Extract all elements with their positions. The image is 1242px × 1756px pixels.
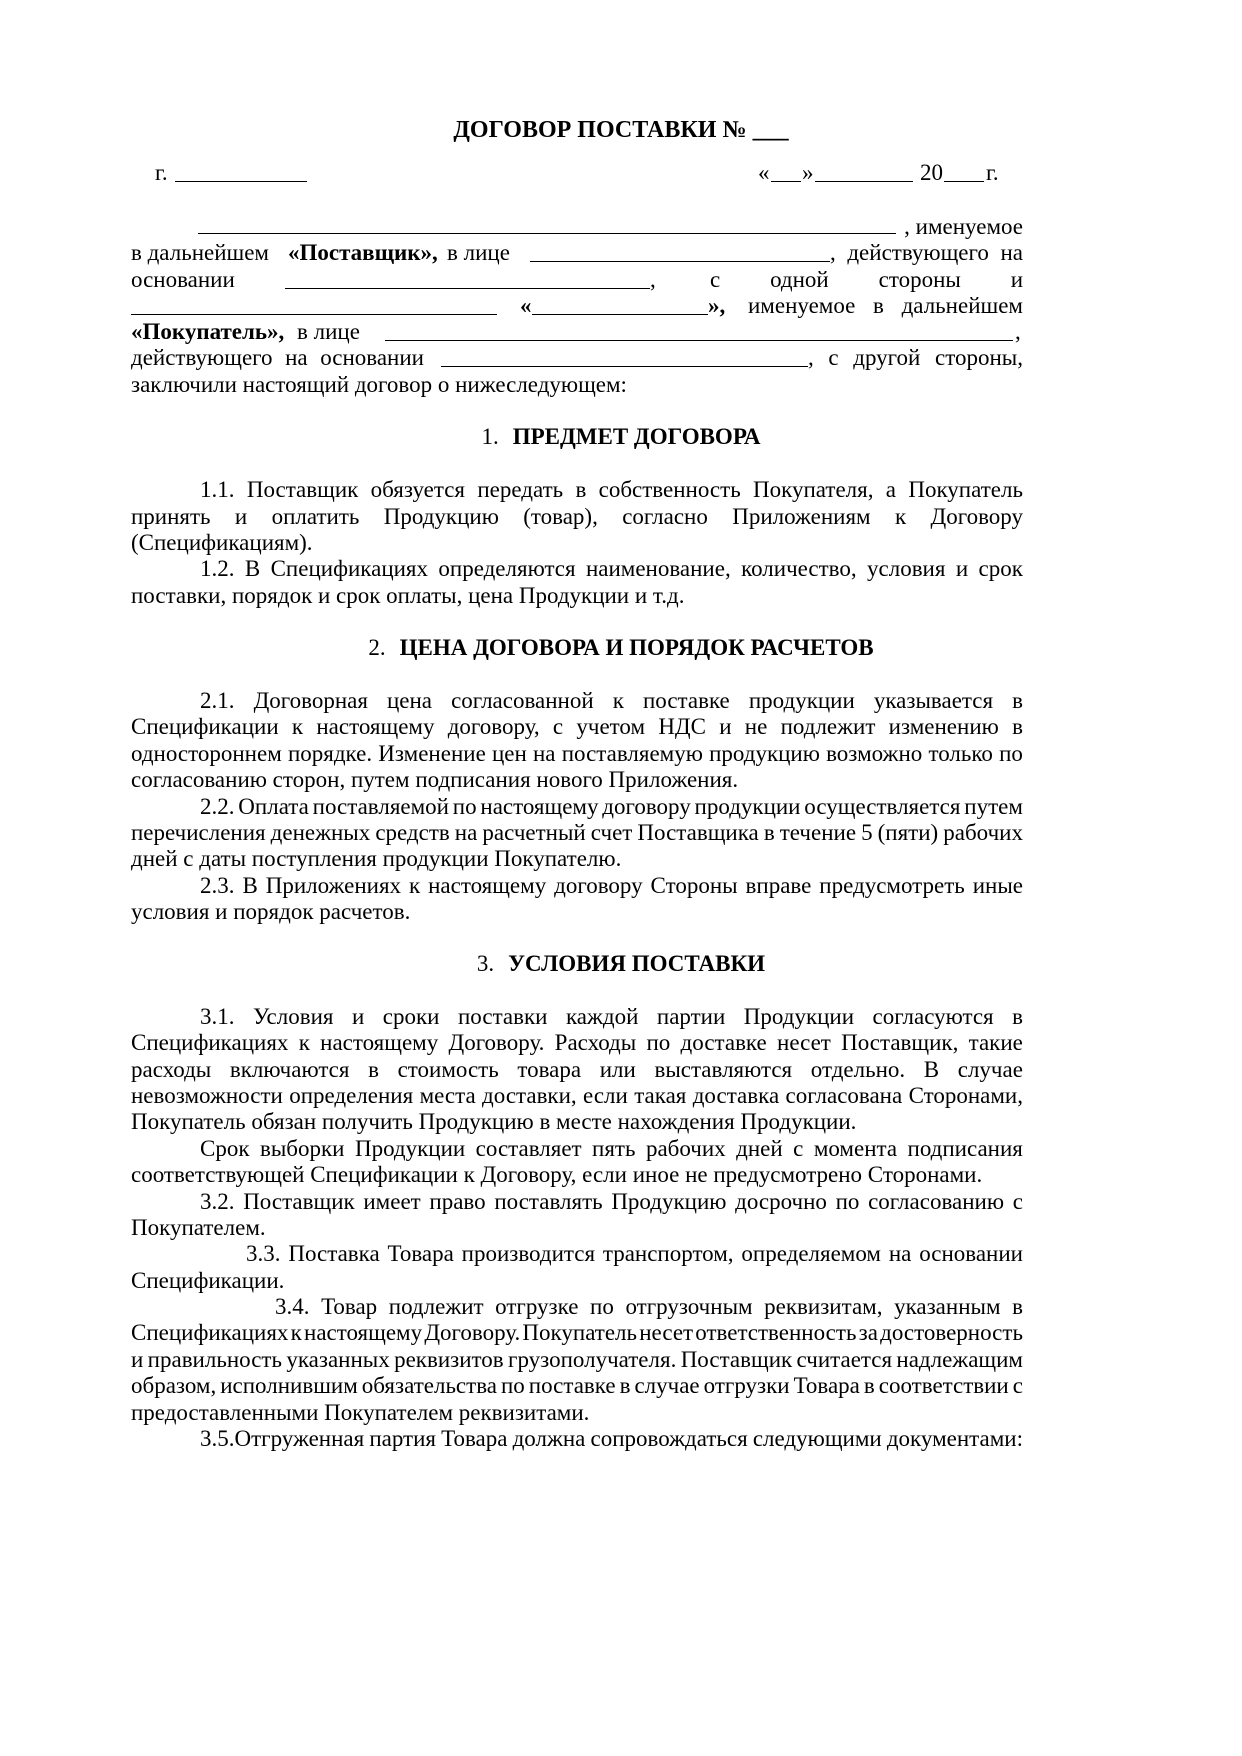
city-prefix: г.: [155, 160, 168, 185]
paragraph-line: соответствующей Спецификации к Договору, если иное не предусмотрено Сторонами.: [131, 1162, 983, 1187]
buyer-label: «Покупатель»,: [131, 319, 285, 344]
paragraph-line: одностороннем порядке. Изменение цен на поставляемую продукцию возможно только по: [131, 741, 1023, 766]
supplier-person-blank: [530, 261, 830, 262]
city-blank: [175, 181, 307, 182]
preamble-in-person-2: в лице: [297, 319, 360, 344]
paragraph-line: 3.2. Поставщик имеет право поставлять Продукцию досрочно по согласованию с: [200, 1189, 1023, 1214]
paragraph-line: принять и оплатить Продукцию (товар), согласно Приложениям к Договору: [131, 504, 1023, 529]
year-suffix: г.: [986, 160, 999, 185]
paragraph-line: согласованию сторон, путем подписания нового Приложения.: [131, 767, 739, 792]
supplier-basis-blank: [285, 288, 650, 289]
paragraph-line: Срок выборки Продукции составляет пять рабочих дней с момента подписания: [200, 1136, 1023, 1161]
month-blank: [815, 181, 913, 182]
section-number: 1.: [481, 424, 499, 449]
paragraph-line: 3.3. Поставка Товара производится транспортом, определяемом на основании: [246, 1241, 1023, 1266]
preamble-basis: основании: [131, 267, 235, 292]
buyer-basis-blank: [441, 366, 808, 367]
paragraph-line: 2.2. Оплата поставляемой по настоящему договору продукции осуществляется путем: [200, 794, 1023, 819]
paragraph-line: Покупатель обязан получить Продукцию в месте нахождения Продукции.: [131, 1109, 857, 1134]
document-title: ДОГОВОР ПОСТАВКИ № ___: [453, 117, 789, 143]
section-title: УСЛОВИЯ ПОСТАВКИ: [508, 951, 766, 976]
party-2-name-blank: [131, 314, 497, 315]
supplier-label: «Поставщик»,: [288, 240, 438, 265]
date-close-quote: »: [802, 160, 814, 185]
preamble-further: в дальнейшем: [131, 240, 269, 265]
year-prefix: 20: [920, 160, 943, 185]
preamble-other-side: , с другой стороны,: [808, 345, 1023, 370]
paragraph-line: 2.1. Договорная цена согласованной к поставке продукции указывается в: [200, 688, 1023, 713]
document-page: ДОГОВОР ПОСТАВКИ № ___ г. « » 20 г. , именуемое в дальнейшем «Поставщик», в лице , действующего на основании , с одной стороны и « », именуемое в дальнейшем «Покупатель», в лице , действующего на основании , с другой стороны, заключили настоящий договор о нижеследующем: 1. ПРЕДМЕТ ДОГОВОРА 1.1. Поставщик обязуется передать в собственность Покупателя, а Покупатель принять и оплатить Продукцию (товар), согласно Приложениям к Договору (Спецификациям). 1.2. В Спецификациях определяются наименование, количество, условия и срок поставки, порядок и срок оплаты, цена Продукции и т.д. 2. ЦЕНА ДОГОВОРА И ПОРЯДОК РАСЧЕТОВ 2.1. Договорная цена согласованной к поставке продукции указывается в Спецификации к настоящему договору, с учетом НДС и не подлежит изменению в одностороннем порядке. Изменение цен на поставляемую продукцию возможно только по согласованию сторон, путем подписания нового Приложения. 2.2. Оплата поставляемой по настоящему договору продукции осуществляется путем перечисления денежных средств на расчетный счет Поставщика в течение 5 (пяти) рабочих дней с даты поступления продукции Покупателю. 2.3. В Приложениях к настоящему договору Стороны вправе предусмотреть иные условия и порядок расчетов. 3. УСЛОВИЯ ПОСТАВКИ 3.1. Условия и сроки поставки каждой партии Продукции согласуются в Спецификациях к настоящему Договору. Расходы по доставке несет Поставщик, такие расходы включаются в стоимость товара или выставляются отдельно. В случае невозможности определения места доставки, если такая доставка согласована Сторонами, Покупатель обязан получить Продукцию в месте нахождения Продукции. Срок выборки Продукции составляет пять рабочих дней с момента подписания соответствующей Спецификации к Договору, если иное не предусмотрено Сторонами. 3.2. Поставщик имеет право поставлять Продукцию досрочно по согласованию с Покупателем. 3.3. Поставка Товара производится транспортом, определяемом на основании Спецификации. 3.4. Товар подлежит отгрузке по отгрузочным реквизитам, указанным в Спецификациях к настоящему Договору. Покупатель несет ответственность за достоверность и правильность указанных реквизитов грузополучателя. Поставщик считается надлежащим образом, исполнившим обязательства по поставке в случае отгрузки Товара в соответствии с предоставленными Покупателем реквизитами. 3.5.Отгруженная партия Товара должна сопровождаться следующими документами:: [0, 0, 1242, 1756]
paragraph-line: предоставленными Покупателем реквизитами.: [131, 1400, 590, 1425]
buyer-person-blank: [385, 340, 1013, 341]
section-number: 3.: [476, 951, 495, 976]
preamble-named: , именуемое: [904, 214, 1023, 239]
paragraph-line: 3.4. Товар подлежит отгрузке по отгрузочным реквизитам, указанным в: [275, 1294, 1023, 1319]
paragraph-line: перечисления денежных средств на расчетный счет Поставщика в течение 5 (пяти) рабочих: [131, 820, 1023, 845]
paragraph-line: расходы включаются в стоимость товара или выставляются отдельно. В случае: [131, 1057, 1023, 1082]
section-heading: [0, 949, 1242, 979]
paragraph-line: (Спецификациям).: [131, 530, 313, 555]
preamble-comma: ,: [1015, 319, 1021, 344]
paragraph-line: 1.1. Поставщик обязуется передать в собственность Покупателя, а Покупатель: [200, 477, 1023, 502]
section-title: ПРЕДМЕТ ДОГОВОРА: [512, 424, 761, 449]
paragraph-line: 1.2. В Спецификациях определяются наименование, количество, условия и срок: [200, 556, 1023, 581]
paragraph-line: образом, исполнившим обязательства по поставке в случае отгрузки Товара в соответствии с: [131, 1373, 1023, 1398]
date-open-quote: «: [758, 160, 770, 185]
paragraph-line: Спецификации к настоящему договору, с учетом НДС и не подлежит изменению в: [131, 714, 1023, 739]
buyer-quote-open: «: [520, 293, 532, 318]
year-blank: [944, 181, 984, 182]
preamble-in-person: в лице: [447, 240, 510, 265]
paragraph-line: Спецификациях к настоящему Договору. Расходы по доставке несет Поставщик, такие: [131, 1030, 1023, 1055]
section-heading: [0, 633, 1242, 663]
paragraph-line: поставки, порядок и срок оплаты, цена Продукции и т.д.: [131, 583, 685, 608]
paragraph-line: Спецификациях к настоящему Договору. Покупатель несет ответственность за достоверность: [131, 1320, 1023, 1345]
buyer-quote-close: »,: [708, 293, 726, 318]
paragraph-line: условия и порядок расчетов.: [131, 899, 411, 924]
paragraph-line: Спецификации.: [131, 1268, 285, 1293]
preamble-concluded: заключили настоящий договор о нижеследующем:: [131, 372, 627, 397]
preamble-acting-basis: действующего на основании: [131, 345, 424, 370]
preamble-named-further: именуемое в дальнейшем: [748, 293, 1023, 318]
section-title: ЦЕНА ДОГОВОРА И ПОРЯДОК РАСЧЕТОВ: [399, 635, 874, 660]
party-1-name-blank: [198, 233, 896, 234]
section-number: 2.: [368, 635, 386, 660]
preamble-one-side: с одной стороны и: [710, 267, 1023, 292]
section-heading: [0, 422, 1242, 452]
paragraph-line: невозможности определения места доставки, если такая доставка согласована Сторонами,: [131, 1083, 1023, 1108]
paragraph-line: дней с даты поступления продукции Покупателю.: [131, 846, 622, 871]
paragraph-line: Покупателем.: [131, 1215, 266, 1240]
party-2-short-name-blank: [532, 314, 708, 315]
preamble-acting: , действующего на: [830, 240, 1023, 265]
paragraph-line: 3.1. Условия и сроки поставки каждой партии Продукции согласуются в: [200, 1004, 1023, 1029]
paragraph-line: 2.3. В Приложениях к настоящему договору Стороны вправе предусмотреть иные: [200, 873, 1023, 898]
day-blank: [771, 181, 801, 182]
paragraph-line: и правильность указанных реквизитов грузополучателя. Поставщик считается надлежащим: [131, 1347, 1023, 1372]
paragraph-line: 3.5.Отгруженная партия Товара должна сопровождаться следующими документами:: [200, 1426, 1023, 1451]
